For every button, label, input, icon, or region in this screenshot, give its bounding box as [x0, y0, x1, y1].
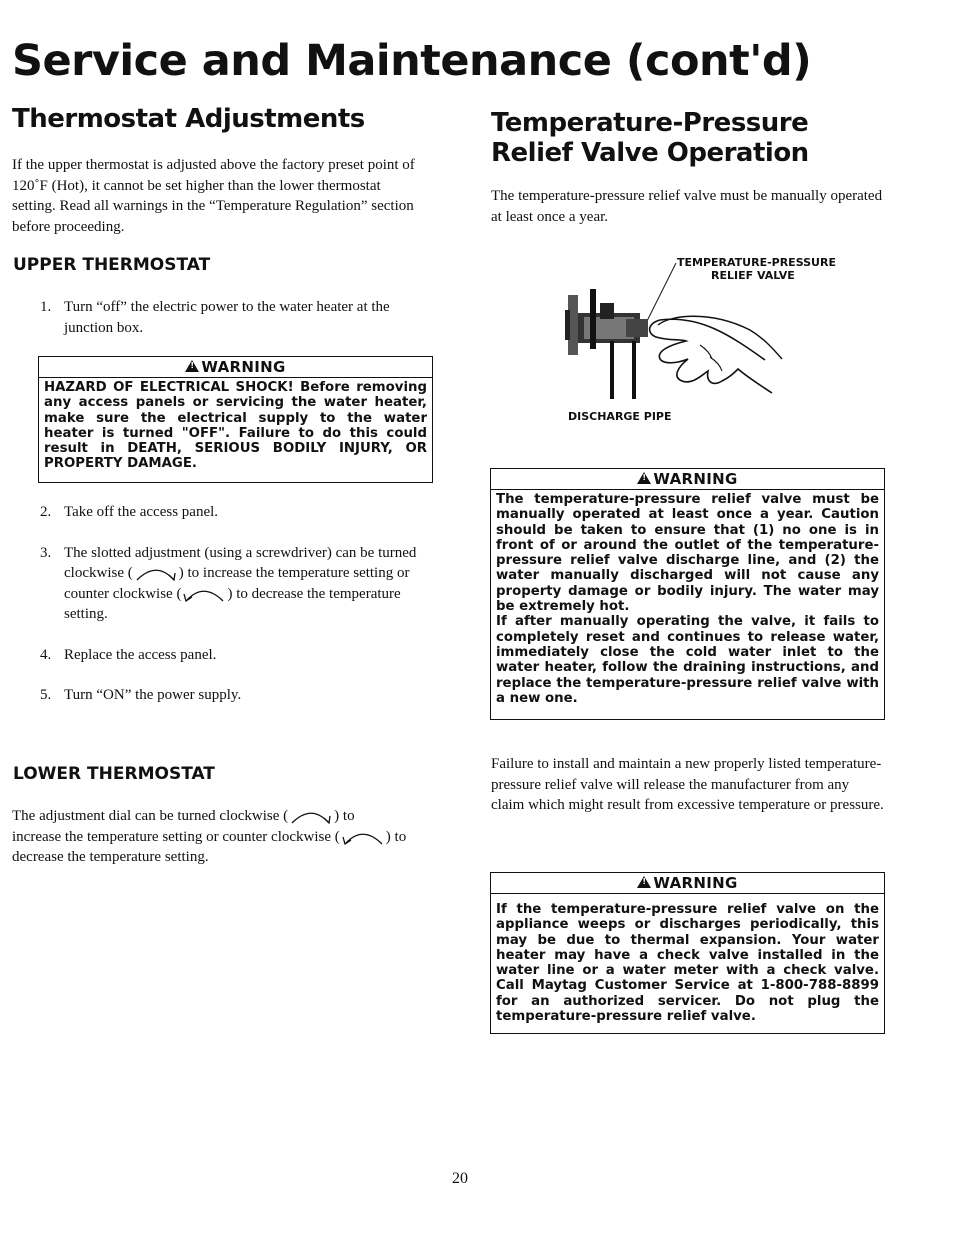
thermal-expansion-warning-box [490, 872, 885, 1034]
list-item: 5. Turn “ON” the power supply. [40, 687, 242, 703]
failure-text: Failure to install and maintain a new properly listed temperature-pressure relief valve will release the manufacturer from any claim which might result from excessive temperature or pressure. [491, 756, 884, 813]
page-number: 20 [452, 1170, 468, 1187]
list-item: 4. Replace the access panel. [40, 646, 217, 663]
electrical-warning-box [38, 356, 433, 483]
valve-illustration [560, 255, 840, 405]
clockwise-arrow-icon [288, 808, 334, 824]
lower-thermostat-heading: LOWER THERMOSTAT [13, 764, 215, 784]
clockwise-arrow-icon [133, 565, 179, 581]
warning-header: !WARNING [39, 357, 432, 378]
relief-valve-warning-box [490, 468, 885, 720]
counter-clockwise-arrow-icon [181, 586, 227, 602]
warning-triangle-icon [637, 472, 651, 484]
warning-text: The temperature-pressure relief valve must be manually operated at least once a year. Caution should be taken to ensure that (1) no one is in front of or around the outlet of the temperature-pressure relief valve discharge line, and (2) the water manually discharged will not cause any property damage or bodily injury. The water may be extremely hot. If after manually operating the valve, it fails to completely reset and continues to release water, immediately close the cold water inlet to the water heater, follow the draining instructions, and replace the temperature-pressure relief valve with a new one. [496, 492, 879, 706]
list-item: 3. The slotted adjustment (using a screwdriver) can be turned clockwise ( ) to increase the temperature setting or counter clockwise ( ) to decrease the temperature setting. [40, 544, 417, 622]
warning-header: !WARNING [491, 873, 884, 894]
list-item: 2. Take off the access panel. [40, 504, 219, 520]
thermostat-intro: If the upper thermostat is adjusted above the factory preset point of 120˚F (Hot), it cannot be set higher than the lower thermostat setting. Read all warnings in the “Temperature Regulation” section before proceeding. [12, 157, 415, 235]
valve-label-line2: RELIEF VALVE [711, 269, 795, 282]
lower-thermostat-text: The adjustment dial can be turned clockwise ( ) to increase the temperature setting or counter clockwise ( ) to decrease the temperature setting. [12, 808, 407, 865]
thermostat-heading: Thermostat Adjustments [12, 104, 365, 134]
upper-thermostat-heading: UPPER THERMOSTAT [13, 255, 211, 275]
page-title: Service and Maintenance (cont'd) [12, 36, 812, 86]
warning-header: !WARNING [491, 469, 884, 490]
relief-valve-intro: The temperature-pressure relief valve must be manually operated at least once a year. [491, 188, 883, 225]
warning-text: HAZARD OF ELECTRICAL SHOCK! Before removing any access panels or servicing the water heater, make sure the electrical supply to the water heater is turned "OFF". Failure to do this could result in DEATH, SERIOUS BODILY INJURY, OR PROPERTY DAMAGE. [44, 380, 427, 472]
upper-steps-1 [40, 297, 420, 338]
warning-triangle-icon [637, 876, 651, 888]
relief-valve-figure [560, 255, 840, 430]
relief-valve-heading: Temperature-Pressure Relief Valve Operation [491, 108, 809, 168]
warning-text: If the temperature-pressure relief valve on the appliance weeps or discharges periodically, this may be due to thermal expansion. Your water heater may have a check valve installed in the water line or a water meter with a check valve. Call Maytag Customer Service at 1-800-788-8899 for an authorized servicer. Do not plug the temperature-pressure relief valve. [496, 902, 879, 1025]
counter-clockwise-arrow-icon [340, 829, 386, 845]
list-item: 1. Turn “off” the electric power to the water heater at the junction box. [40, 299, 390, 336]
upper-steps-2 [40, 502, 435, 706]
warning-triangle-icon [185, 360, 199, 372]
valve-label-line1: TEMPERATURE-PRESSURE [677, 256, 836, 269]
discharge-pipe-label: DISCHARGE PIPE [568, 410, 672, 423]
